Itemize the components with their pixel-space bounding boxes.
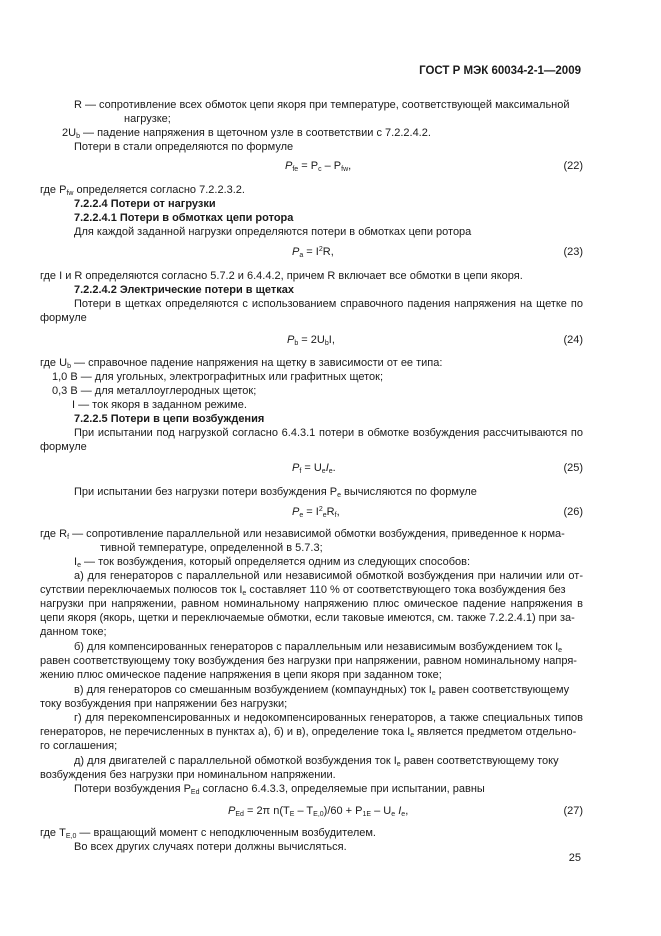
formula-24: $P_b = 2U_bI$,	[287, 334, 335, 347]
text-line: Потери в стали определяются по формуле	[74, 141, 294, 153]
section-heading: 7.2.2.4 Потери от нагрузки	[74, 198, 216, 210]
text-line: При испытании под нагрузкой согласно 6.4.3.1 потери в обмотке возбуждения рассчитываются по	[74, 427, 583, 439]
text-line: формуле	[40, 312, 87, 324]
text-line: току возбуждения при напряжении без нагрузки;	[40, 698, 288, 710]
equation-number: (24)	[563, 334, 583, 346]
text-line: формуле	[40, 441, 87, 453]
text-line: Для каждой заданной нагрузки определяются потери в обмотках цепи ротора	[74, 226, 472, 238]
text-line: $2U_b$ — падение напряжения в щеточном узле в соответствии с 7.2.2.4.2.	[62, 127, 431, 140]
equation-number: (23)	[563, 246, 583, 258]
text-line: цепи якоря (якорь, щетки и переключаемые обмотки, если таковые имеются, см. также 7.2.2.4.1) при за-	[40, 612, 575, 624]
text-line: Во всех других случаях потери должны вычисляться.	[74, 841, 347, 853]
text-line: тивной температуре, определенной в 5.7.3;	[100, 542, 323, 554]
page-number: 25	[568, 852, 581, 864]
equation-number: (25)	[563, 462, 583, 474]
formula-23: $P_a = I^2R$,	[292, 246, 334, 259]
equation-number: (22)	[563, 160, 583, 172]
text-line: г) для перекомпенсированных и недокомпенсированных генераторов, а также специальных типов	[74, 712, 583, 724]
section-heading: 7.2.2.4.1 Потери в обмотках цепи ротора	[74, 212, 294, 224]
section-heading: 7.2.2.4.2 Электрические потери в щетках	[74, 284, 295, 296]
equation-number: (26)	[563, 506, 583, 518]
text-line: $I_e$ — ток возбуждения, который определяется одним из следующих способов:	[74, 556, 471, 569]
formula-25: $P_f = U_eI_e$.	[292, 462, 336, 475]
text-line: 0,3 В — для металлоуглеродных щеток;	[52, 385, 257, 397]
text-line: равен соответствующему току возбуждения без нагрузки при напряжении, равном номинальному напря-	[40, 655, 577, 667]
text-line: где $P_{fw}$ определяется согласно 7.2.2.3.2.	[40, 184, 245, 197]
text-line: При испытании без нагрузки потери возбуждения $P_e$ вычисляются по формуле	[74, 486, 477, 499]
text-line: где $R_f$ — сопротивление параллельной или независимой обмотки возбуждения, приведенное к норма-	[40, 528, 565, 541]
text-line: нагрузки при напряжении, равном номинальному напряжению плюс омическое падение напряжения в	[40, 598, 583, 610]
text-line: нагрузке;	[124, 113, 171, 125]
text-line: данном токе;	[40, 626, 107, 638]
text-line: б) для компенсированных генераторов с параллельным или независимым возбуждением ток $I_e$	[74, 641, 563, 654]
text-line: генераторов, не перечисленных в пунктах а), б) и в), определение тока $I_e$ является предметом отдельно-	[40, 726, 577, 739]
text-line: I — ток якоря в заданном режиме.	[72, 399, 247, 411]
formula-22: $P_{fe} = P_c - P_{fw}$,	[285, 160, 352, 173]
equation-number: (27)	[563, 805, 583, 817]
text-line: жению плюс омическое падение напряжения в цепи якоря при заданном токе;	[40, 669, 442, 681]
text-line: Потери возбуждения $P_{Ed}$ согласно 6.4.3.3, определяемые при испытании, равны	[74, 783, 485, 796]
text-line: сутствии переключаемых полюсов ток $I_e$ составляет 110 % от соответствующего тока возбуждения без	[40, 584, 566, 597]
text-line: а) для генераторов с параллельной или независимой обмоткой возбуждения при наличии или от-	[74, 570, 583, 582]
text-line: где $T_{E,0}$ — вращающий момент с неподключенным возбудителем.	[40, 827, 376, 840]
formula-26: $P_e = I^2_eR_f$,	[292, 506, 340, 519]
text-line: 1,0 В — для угольных, электрографитных или графитных щеток;	[52, 371, 384, 383]
text-line: в) для генераторов со смешанным возбуждением (компаундных) ток $I_e$ равен соответствующему	[74, 684, 570, 697]
document-header: ГОСТ Р МЭК 60034-2-1—2009	[419, 65, 581, 77]
text-line: где $U_b$ — справочное падение напряжения на щетку в зависимости от ее типа:	[40, 357, 443, 370]
text-line: где I и R определяются согласно 5.7.2 и 6.4.4.2, причем R включает все обмотки в цепи якоря.	[40, 270, 523, 282]
text-line: R — сопротивление всех обмоток цепи якоря при температуре, соответствующей максимальной	[74, 99, 570, 111]
text-line: Потери в щетках определяются с использованием справочного падения напряжения на щетке по	[74, 298, 583, 310]
text-line: возбуждения без нагрузки при номинальном напряжении.	[40, 769, 336, 781]
text-line: го соглашения;	[40, 740, 118, 752]
formula-27: $P_{Ed} = 2\pi$ $n(T_E - T_{E,0})/60 + P_{1E} - U_e$ $I_e$,	[228, 805, 409, 818]
section-heading: 7.2.2.5 Потери в цепи возбуждения	[74, 413, 265, 425]
text-line: д) для двигателей с параллельной обмоткой возбуждения ток $I_e$ равен соответствующему току	[74, 755, 559, 768]
